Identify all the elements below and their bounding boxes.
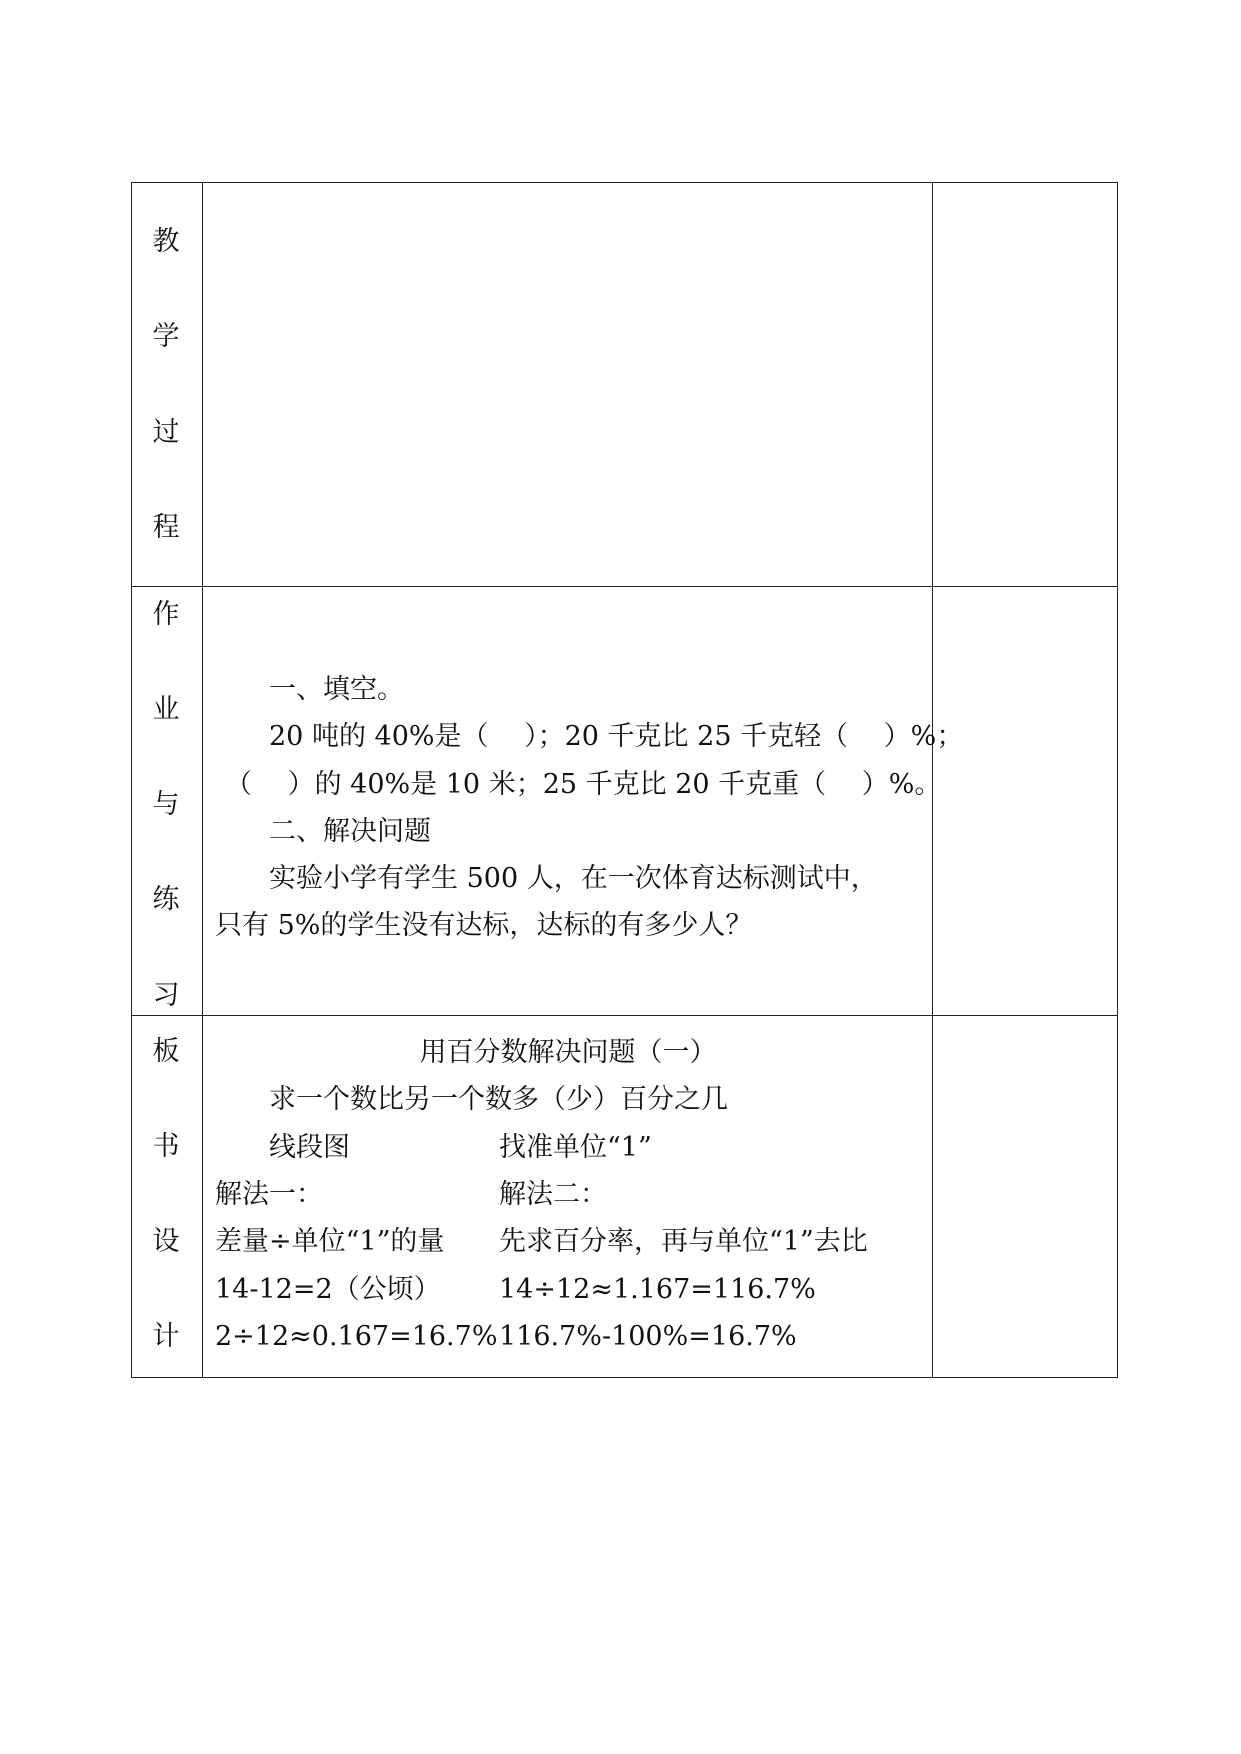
row-label-char: 习 [152,980,180,1011]
row-divider [132,586,1117,587]
homework-fill-line: 20 吨的 40%是（ ）；20 千克比 25 千克轻（ ）%； [269,721,964,752]
board-left-line: 线段图 [269,1132,350,1163]
board-left-line: 解法一： [215,1179,323,1210]
homework-section-heading: 一、填空。 [269,674,404,705]
row-label-char: 书 [152,1131,180,1162]
board-left-line: 2÷12≈0.167=16.7% [215,1321,498,1352]
lesson-plan-table [131,182,1118,1378]
row-divider [132,1015,1117,1016]
row-label-char: 板 [152,1036,180,1067]
board-subtitle: 求一个数比另一个数多（少）百分之几 [269,1084,728,1115]
row-label-char: 设 [152,1226,180,1257]
board-right-line: 解法二： [499,1179,607,1210]
row-label-char: 过 [152,417,180,448]
column-divider [202,183,203,1377]
row-label-char: 练 [152,884,180,915]
homework-problem-line: 实验小学有学生 500 人，在一次体育达标测试中， [269,863,878,894]
homework-section-heading: 二、解决问题 [269,816,431,847]
row-label-char: 作 [152,599,180,630]
board-left-line: 14-12=2（公顷） [215,1274,441,1305]
row-label-char: 计 [152,1321,180,1352]
homework-problem-line: 只有 5%的学生没有达标，达标的有多少人？ [215,910,753,941]
board-title: 用百分数解决问题（一） [419,1037,717,1068]
board-right-line: 14÷12≈1.167=116.7% [499,1274,816,1305]
row-label-char: 业 [152,694,180,725]
board-right-line: 先求百分率，再与单位“1”去比 [499,1226,868,1257]
homework-fill-line: （ ）的 40%是 10 米；25 千克比 20 千克重（ ）%。 [225,769,942,800]
board-right-line: 116.7%-100%=16.7% [499,1321,797,1352]
row-label-char: 与 [152,789,180,820]
board-right-line: 找准单位“1” [499,1132,652,1163]
row-label-char: 学 [152,321,180,352]
board-left-line: 差量÷单位“1”的量 [215,1226,445,1257]
row-label-char: 教 [152,226,180,257]
row-label-char: 程 [152,512,180,543]
